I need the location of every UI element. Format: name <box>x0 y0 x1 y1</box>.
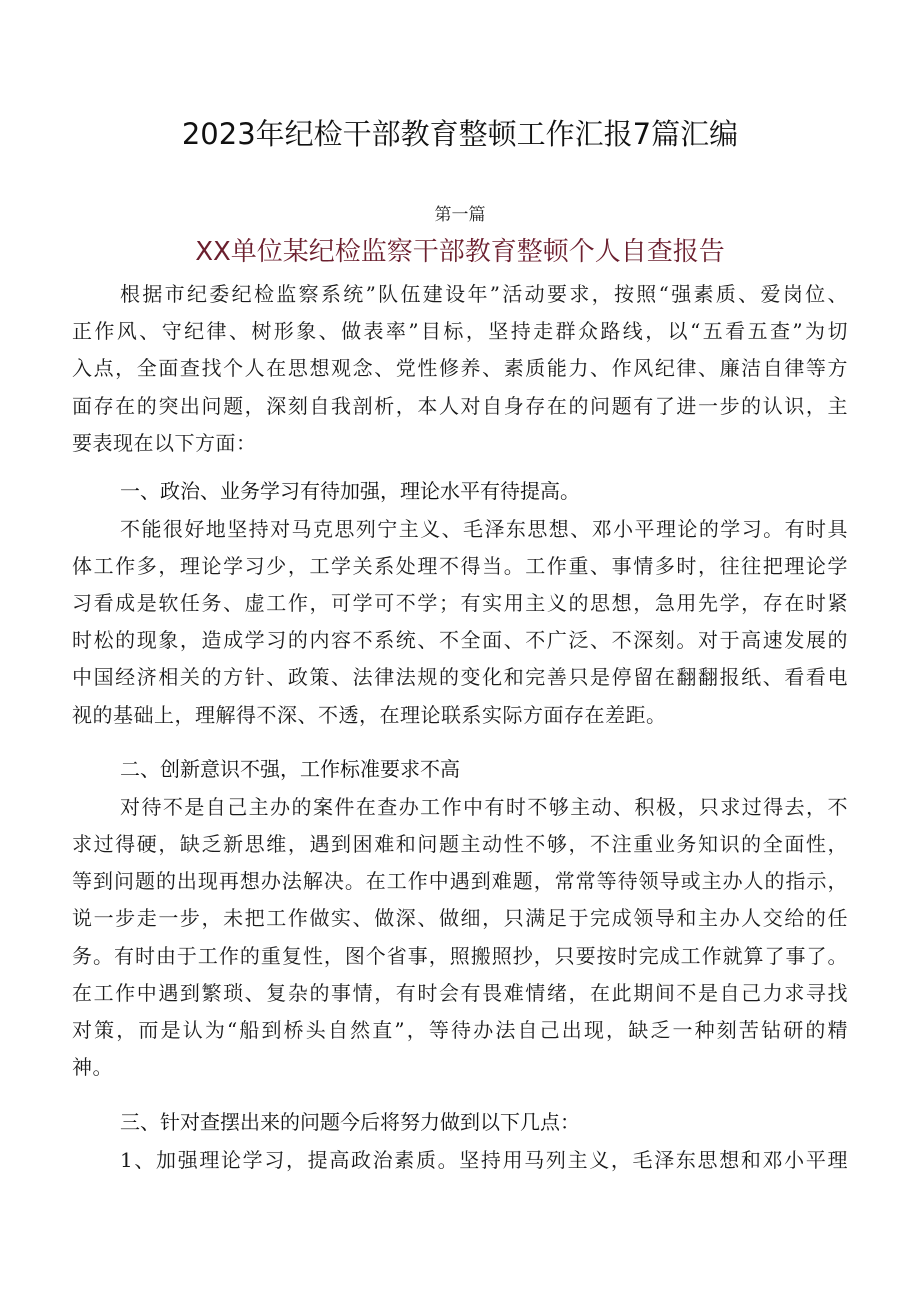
intro-line: 入点，全面查找个人在思想观念、党性修养、素质能力、作风纪律、廉洁自律等方 <box>72 356 848 380</box>
section2-line: 等到问题的出现再想办法解决。在工作中遇到难题，常常等待领导或主办人的指示， <box>72 869 848 893</box>
part-label: 第一篇 <box>434 205 486 225</box>
section2-line: 对策，而是认为“船到桥头自然直”，等待办法自己出现，缺乏一种刻苦钻研的精 <box>72 1018 848 1042</box>
document-title: 2023年纪检干部教育整顿工作汇报7篇汇编 <box>181 117 739 151</box>
section2-line: 务。有时由于工作的重复性，图个省事，照搬照抄，只要按时完成工作就算了事了。 <box>72 944 848 968</box>
section1-line: 时松的现象，造成学习的内容不系统、不全面、不广泛、不深刻。对于高速发展的 <box>72 628 848 652</box>
section1-line: 习看成是软任务、虚工作，可学可不学；有实用主义的思想，急用先学，存在时紧 <box>72 591 848 615</box>
section2-line: 神。 <box>72 1055 113 1079</box>
section3-line: 1、加强理论学习，提高政治素质。坚持用马列主义，毛泽东思想和邓小平理 <box>120 1148 848 1172</box>
intro-line: 根据市纪委纪检监察系统”队伍建设年”活动要求，按照“强素质、爱岗位、 <box>120 282 848 306</box>
section1-line: 不能很好地坚持对马克思列宁主义、毛泽东思想、邓小平理论的学习。有时具 <box>120 517 848 541</box>
intro-line: 面存在的突出问题，深刻自我剖析，本人对自身存在的问题有了进一步的认识，主 <box>72 394 848 418</box>
section-heading-1: 一、政治、业务学习有待加强，理论水平有待提高。 <box>120 479 580 503</box>
section-heading-3: 三、针对查摆出来的问题今后将努力做到以下几点： <box>120 1110 580 1134</box>
section1-line: 视的基础上，理解得不深、不透，在理论联系实际方面存在差距。 <box>72 703 667 727</box>
section2-line: 在工作中遇到繁琐、复杂的事情，有时会有畏难情绪，在此期间不是自己力求寻找 <box>72 981 848 1005</box>
report-title: XX单位某纪检监察干部教育整顿个人自查报告 <box>195 237 725 267</box>
intro-line: 正作风、守纪律、树形象、做表率”目标，坚持走群众路线，以“五看五查”为切 <box>72 319 848 343</box>
intro-line: 要表现在以下方面： <box>72 431 257 455</box>
section2-line: 说一步走一步，未把工作做实、做深、做细，只满足于完成领导和主办人交给的任 <box>72 906 848 930</box>
section1-line: 中国经济相关的方针、政策、法律法规的变化和完善只是停留在翻翻报纸、看看电 <box>72 665 848 689</box>
section-heading-2: 二、创新意识不强，工作标准要求不高 <box>120 757 460 781</box>
section1-line: 体工作多，理论学习少，工学关系处理不得当。工作重、事情多时，往往把理论学 <box>72 554 848 578</box>
section2-line: 对待不是自己主办的案件在查办工作中有时不够主动、积极，只求过得去，不 <box>120 795 848 819</box>
section2-line: 求过得硬，缺乏新思维，遇到困难和问题主动性不够，不注重业务知识的全面性， <box>72 832 848 856</box>
